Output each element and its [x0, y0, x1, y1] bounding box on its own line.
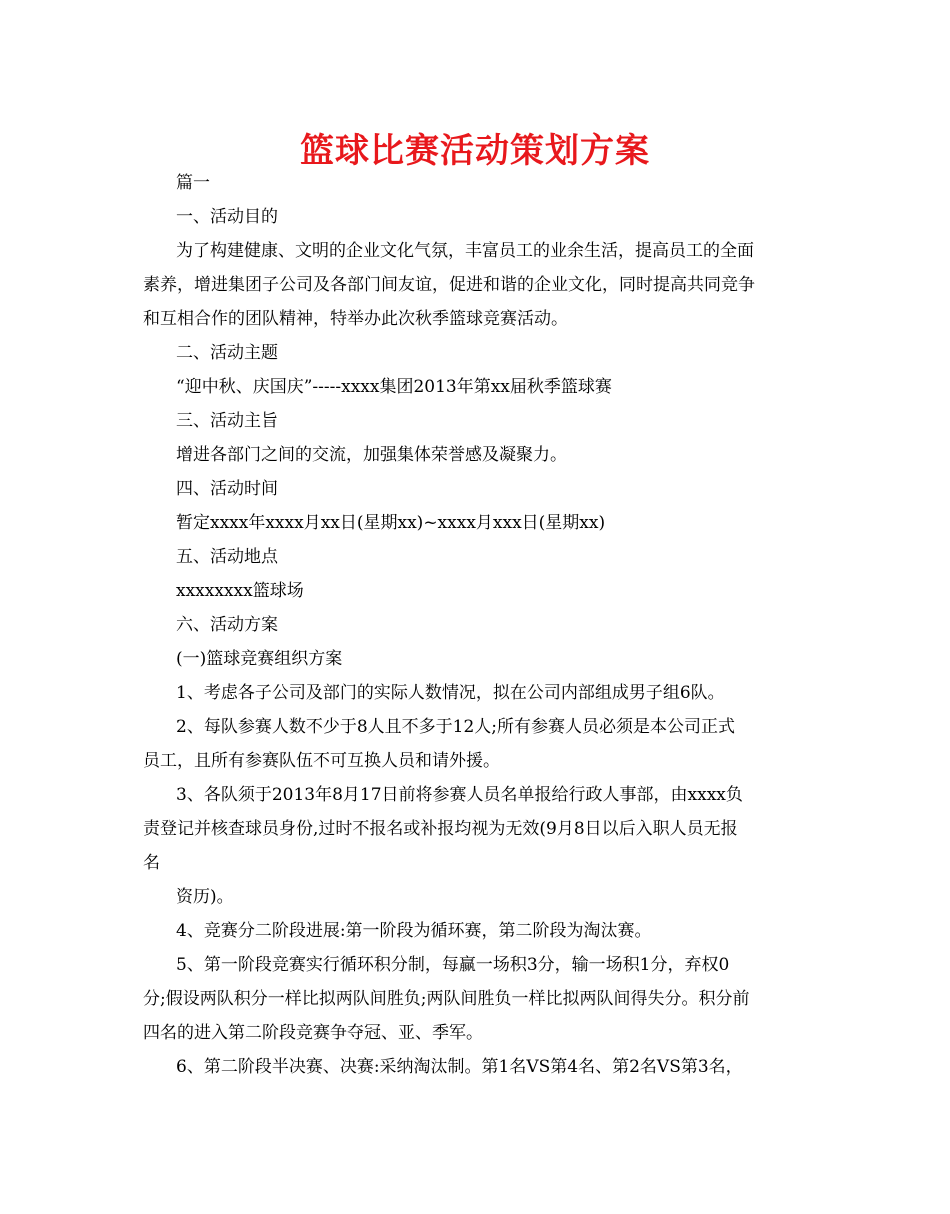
list-item-line: 2、每队参赛人数不少于8人且不多于12人;所有参赛人员必须是本公司正式 [176, 717, 735, 737]
list-item-line: 资历)。 [176, 887, 234, 907]
heading-activity-aim: 三、活动主旨 [176, 411, 278, 431]
heading-activity-theme: 二、活动主题 [176, 343, 278, 363]
heading-activity-plan: 六、活动方案 [176, 615, 278, 635]
list-item-line: 6、第二阶段半决赛、决赛:采纳淘汰制。第1名VS第4名、第2名VS第3名， [176, 1057, 743, 1077]
list-item-line: 3、各队须于2013年8月17日前将参赛人员名单报给行政人事部，由xxxx负 [176, 785, 743, 805]
list-item-line: 4、竞赛分二阶段进展:第一阶段为循环赛，第二阶段为淘汰赛。 [176, 921, 652, 941]
document-title: 篮球比赛活动策划方案 [300, 131, 650, 171]
list-item-line: 分;假设两队积分一样比拟两队间胜负;两队间胜负一样比拟两队间得失分。积分前 [143, 989, 750, 1009]
section-label-part-one: 篇一 [176, 173, 210, 193]
paragraph-line: “迎中秋、庆国庆”-----xxxx集团2013年第xx届秋季篮球赛 [176, 377, 612, 397]
paragraph-line: 暂定xxxx年xxxx月xx日(星期xx)~xxxx月xxx日(星期xx) [176, 513, 606, 533]
heading-activity-time: 四、活动时间 [176, 479, 278, 499]
paragraph-line: 为了构建健康、文明的企业文化气氛，丰富员工的业余生活，提高员工的全面 [176, 241, 754, 261]
heading-activity-purpose: 一、活动目的 [176, 207, 278, 227]
heading-activity-venue: 五、活动地点 [176, 547, 278, 567]
paragraph-line: 增进各部门之间的交流，加强集体荣誉感及凝聚力。 [176, 445, 567, 465]
list-item-line: 责登记并核查球员身份,过时不报名或补报均视为无效(9月8日以后入职人员无报 [143, 819, 738, 839]
list-item-line: 四名的进入第二阶段竞赛争夺冠、亚、季军。 [143, 1023, 483, 1043]
subheading-organization-plan: (一)篮球竞赛组织方案 [176, 649, 343, 669]
list-item-line: 1、考虑各子公司及部门的实际人数情况，拟在公司内部组成男子组6队。 [176, 683, 725, 703]
list-item-line: 名 [143, 853, 160, 873]
list-item-line: 5、第一阶段竞赛实行循环积分制，每赢一场积3分，输一场积1分，弃权0 [176, 955, 730, 975]
list-item-line: 员工，且所有参赛队伍不可互换人员和请外援。 [143, 751, 500, 771]
paragraph-line: 和互相合作的团队精神，特举办此次秋季篮球竞赛活动。 [143, 309, 568, 329]
paragraph-line: 素养，增进集团子公司及各部门间友谊，促进和谐的企业文化，同时提高共同竞争 [143, 275, 755, 295]
paragraph-line: xxxxxxxx篮球场 [176, 581, 304, 601]
